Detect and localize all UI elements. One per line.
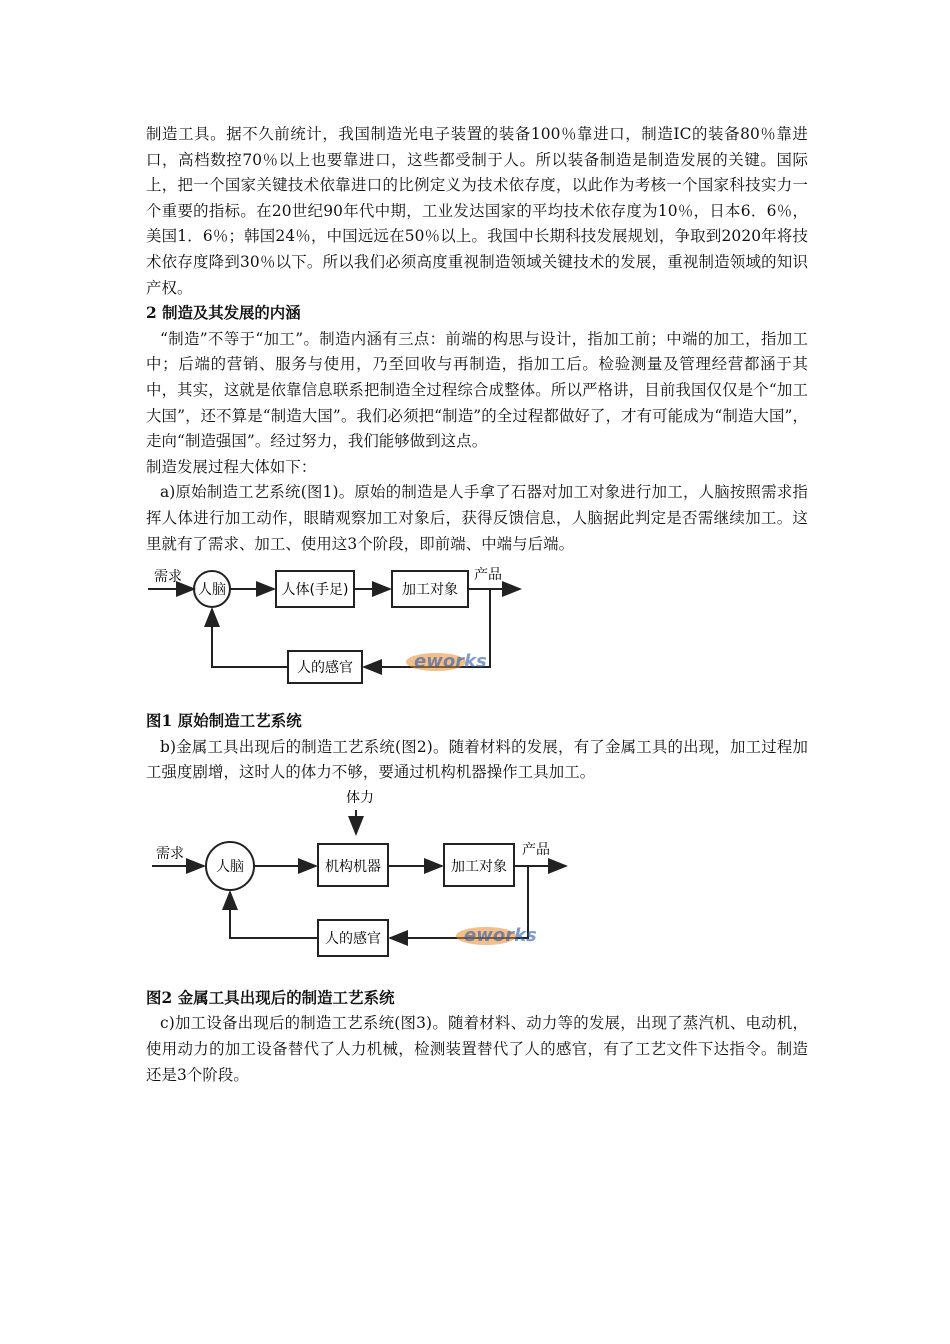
- product-label: 产品: [474, 567, 502, 584]
- feedback-to-brain-line-2: [230, 892, 318, 938]
- paragraph-stage-a: a)原始制造工艺系统(图1)。原始的制造是人手拿了石器对加工对象进行加工，人脑按照需求指挥人体进行加工动作，眼睛观察加工对象后，获得反馈信息，人脑据此判定是否需继续加工。这里就有了需求、加工、使用这3个阶段，即前端、中端与后端。: [146, 483, 808, 553]
- demand-label: 需求: [154, 569, 182, 586]
- figure-1-diagram: [146, 559, 808, 709]
- paragraph-stage-b: b)金属工具出现后的制造工艺系统(图2)。随着材料的发展，有了金属工具的出现，加工过程加工强度剧增，这时人的体力不够，要通过机构机器操作工具加工。: [146, 737, 808, 782]
- brain-label-2: 人脑: [216, 858, 244, 875]
- strength-label: 体力: [346, 789, 374, 806]
- paragraph-process-intro: 制造发展过程大体如下：: [146, 457, 317, 476]
- section-heading: 2 制造及其发展的内涵: [146, 304, 301, 323]
- senses-label-2: 人的感官: [325, 930, 381, 947]
- eworks-watermark: [406, 651, 487, 672]
- product-label-2: 产品: [522, 841, 550, 858]
- feedback-to-brain-line: [212, 609, 288, 667]
- machine-label: 机构机器: [325, 858, 381, 875]
- paragraph-definition: “制造”不等于“加工”。制造内涵有三点：前端的构思与设计，指加工前；中端的加工，指加工中；后端的营销、服务与使用，乃至回收与再制造，指加工后。检验测量及管理经营都涵于其中，其实，这就是依靠信息联系把制造全过程综合成整体。所以严格讲，目前我国仅仅是个“加工大国”，还不算是“制造大国”。我们必须把“制造”的全过程都做好了，才有可能成为“制造大国”，走向“制造强国”。经过努力，我们能够做到这点。: [146, 329, 808, 451]
- watermark-text-2: eworks: [464, 924, 537, 946]
- paragraph-stage-c: c)加工设备出现后的制造工艺系统(图3)。随着材料、动力等的发展，出现了蒸汽机、电动机，使用动力的加工设备替代了人力机械，检测装置替代了人的感官，有了工艺文件下达指令。制造还是3个阶段。: [146, 1014, 808, 1084]
- watermark-text: eworks: [414, 651, 487, 673]
- figure-2-caption: 图2 金属工具出现后的制造工艺系统: [146, 988, 395, 1007]
- paragraph-intro: 制造工具。据不久前统计，我国制造光电子装置的装备100％靠进口，制造IC的装备80％靠进口，高档数控70％以上也要靠进口，这些都受制于人。所以装备制造是制造发展的关键。国际上，把一个国家关键技术依靠进口的比例定义为技术依存度，以此作为考核一个国家科技实力一个重要的指标。在20世纪90年代中期，工业发达国家的平均技术依存度为10％，日本6．6％，美国1．6％；韩国24％，中国远远在50％以上。我国中长期科技发展规划，争取到2020年将技术依存度降到30％以下。所以我们必须高度重视制造领域关键技术的发展，重视制造领域的知识产权。: [146, 125, 808, 297]
- object-label: 加工对象: [402, 582, 458, 599]
- body-label: 人体(手足): [281, 582, 349, 599]
- object-label-2: 加工对象: [451, 858, 507, 875]
- figure-2-diagram: [146, 786, 808, 986]
- eworks-watermark-2: [456, 925, 537, 946]
- document-page: [146, 122, 808, 1088]
- demand-label-2: 需求: [156, 845, 184, 862]
- brain-label: 人脑: [198, 582, 226, 599]
- figure-1-caption: 图1 原始制造工艺系统: [146, 712, 302, 731]
- senses-label: 人的感官: [297, 660, 353, 677]
